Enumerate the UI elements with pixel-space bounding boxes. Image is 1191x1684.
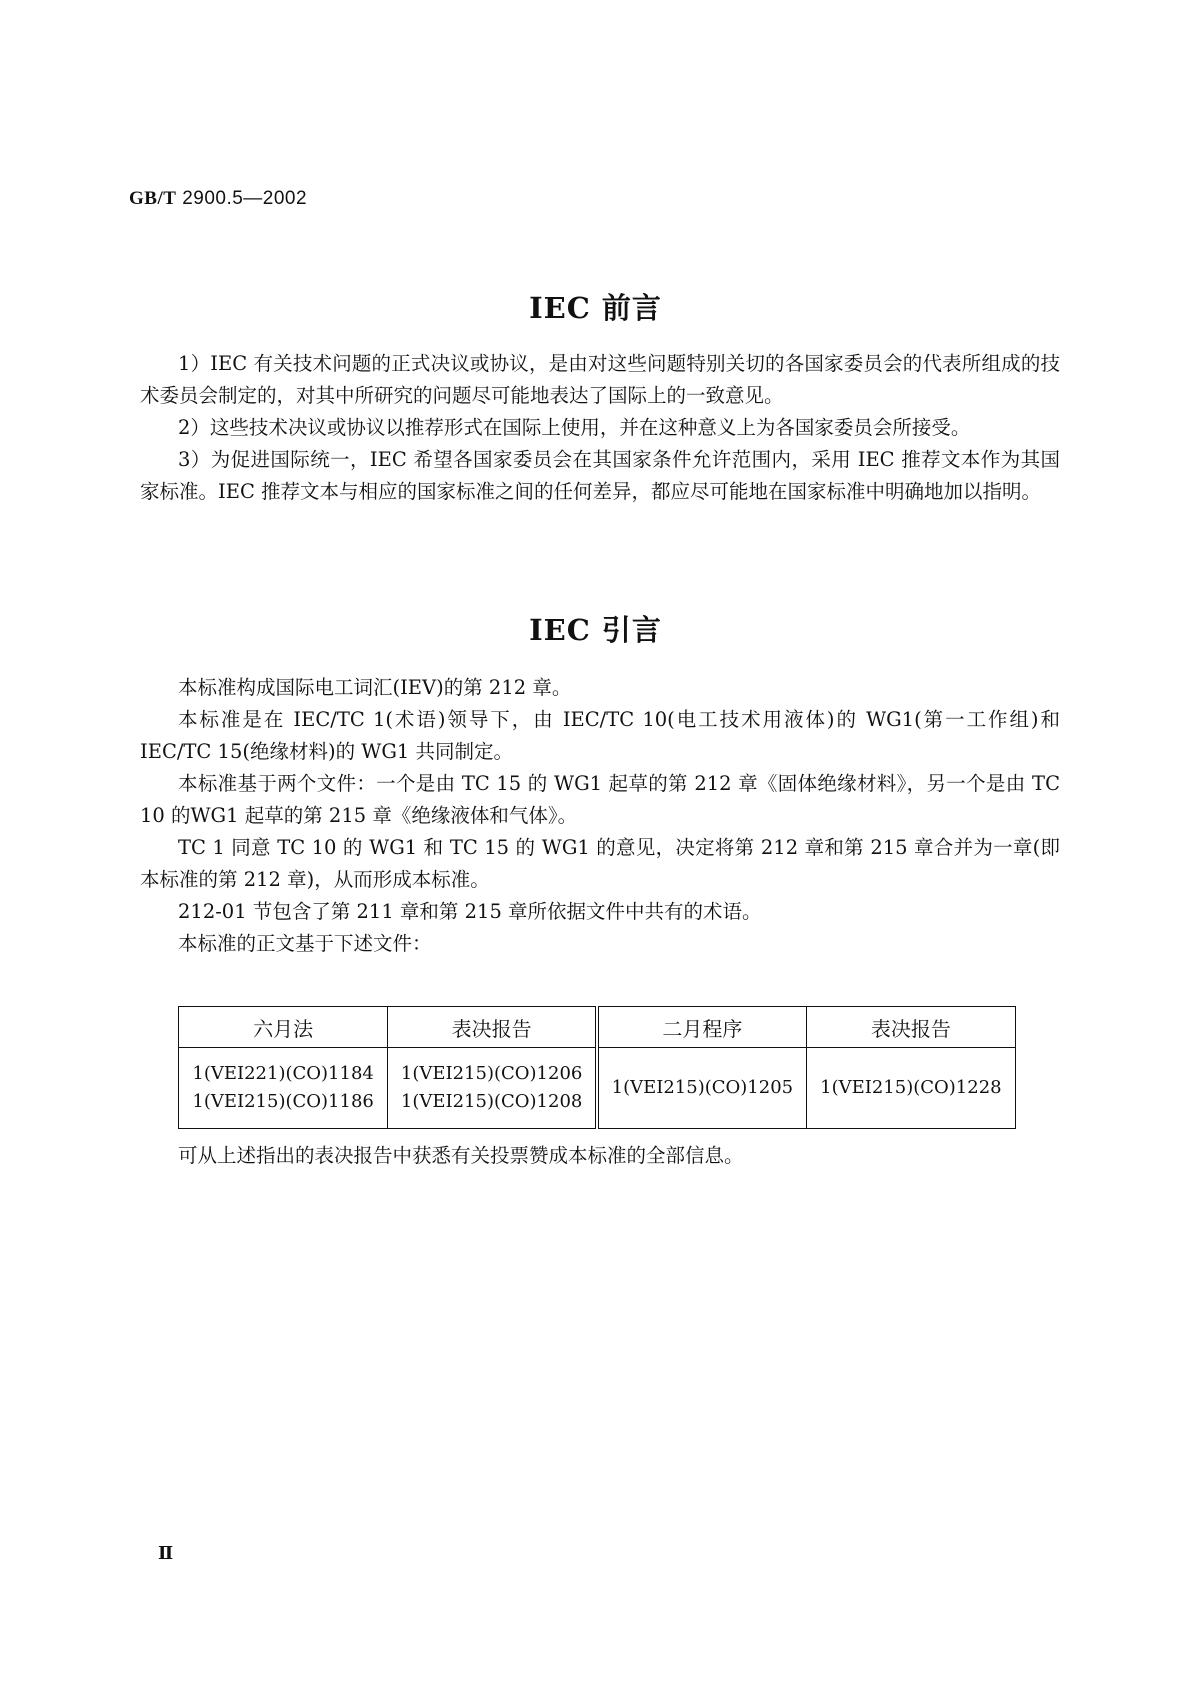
cell-voting-report-2: 1(VEI215)(CO)1228: [806, 1048, 1015, 1129]
document-code: [129, 188, 307, 210]
cell-voting-report-1: [388, 1048, 597, 1129]
foreword-paragraph-3: 3）为促进国际统一，IEC 希望各国家委员会在其国家条件允许范围内，采用 IEC 推荐文本作为其国家标准。IEC 推荐文本与相应的国家标准之间的任何差异，都应尽可能地在国家标准中明确地加以指明。: [140, 448, 1060, 503]
voting-report-1-doc-2: 1(VEI215)(CO)1208: [400, 1091, 583, 1112]
header-voting-report-2: 表决报告: [806, 1007, 1015, 1048]
introduction-paragraph-2: 本标准是在 IEC/TC 1(术语)领导下，由 IEC/TC 10(电工技术用液体)的 WG1(第一工作组)和 IEC/TC 15(绝缘材料)的 WG1 共同制定。: [140, 708, 1060, 763]
voting-documents-table: [178, 1006, 1016, 1129]
introduction-paragraph-3: 本标准基于两个文件：一个是由 TC 15 的 WG1 起草的第 212 章《固体绝缘材料》，另一个是由 TC 10 的WG1 起草的第 215 章《绝缘液体和气体》。: [140, 772, 1060, 827]
introduction-paragraph-5: 212-01 节包含了第 211 章和第 215 章所依据文件中共有的术语。: [178, 900, 762, 923]
introduction-title: IEC 引言: [529, 613, 662, 647]
cell-six-month: [179, 1048, 388, 1129]
table-header-row: [179, 1007, 1016, 1048]
foreword-paragraph-1: 1）IEC 有关技术问题的正式决议或协议，是由对这些问题特别关切的各国家委员会的代表所组成的技术委员会制定的，对其中所研究的问题尽可能地表达了国际上的一致意见。: [140, 352, 1060, 407]
table-row: [179, 1048, 1016, 1129]
six-month-doc-1: 1(VEI221)(CO)1184: [192, 1063, 374, 1084]
foreword-body: [140, 348, 1060, 508]
introduction-body: [140, 672, 1060, 960]
introduction-paragraph-4: TC 1 同意 TC 10 的 WG1 和 TC 15 的 WG1 的意见，决定将第 212 章和第 215 章合并为一章(即本标准的第 212 章)，从而形成本标准。: [140, 836, 1060, 891]
table-note: 可从上述指出的表决报告中获悉有关投票赞成本标准的全部信息。: [178, 1144, 744, 1167]
introduction-paragraph-6: 本标准的正文基于下述文件：: [178, 932, 432, 955]
header-six-month-rule: 六月法: [179, 1007, 388, 1048]
foreword-paragraph-2: 2）这些技术决议或协议以推荐形式在国际上使用，并在这种意义上为各国家委员会所接受。: [178, 416, 971, 439]
header-voting-report-1: 表决报告: [388, 1007, 597, 1048]
header-two-month-procedure: 二月程序: [597, 1007, 806, 1048]
foreword-title: IEC 前言: [529, 291, 662, 325]
voting-report-1-doc-1: 1(VEI215)(CO)1206: [400, 1063, 583, 1084]
page-number: Ⅱ: [158, 1543, 174, 1564]
cell-two-month: 1(VEI215)(CO)1205: [597, 1048, 806, 1129]
introduction-paragraph-1: 本标准构成国际电工词汇(IEV)的第 212 章。: [178, 676, 572, 699]
six-month-doc-2: 1(VEI215)(CO)1186: [192, 1091, 374, 1112]
document-code-number: 2900.5—2002: [182, 188, 308, 209]
document-code-prefix: GB/T: [129, 188, 177, 209]
